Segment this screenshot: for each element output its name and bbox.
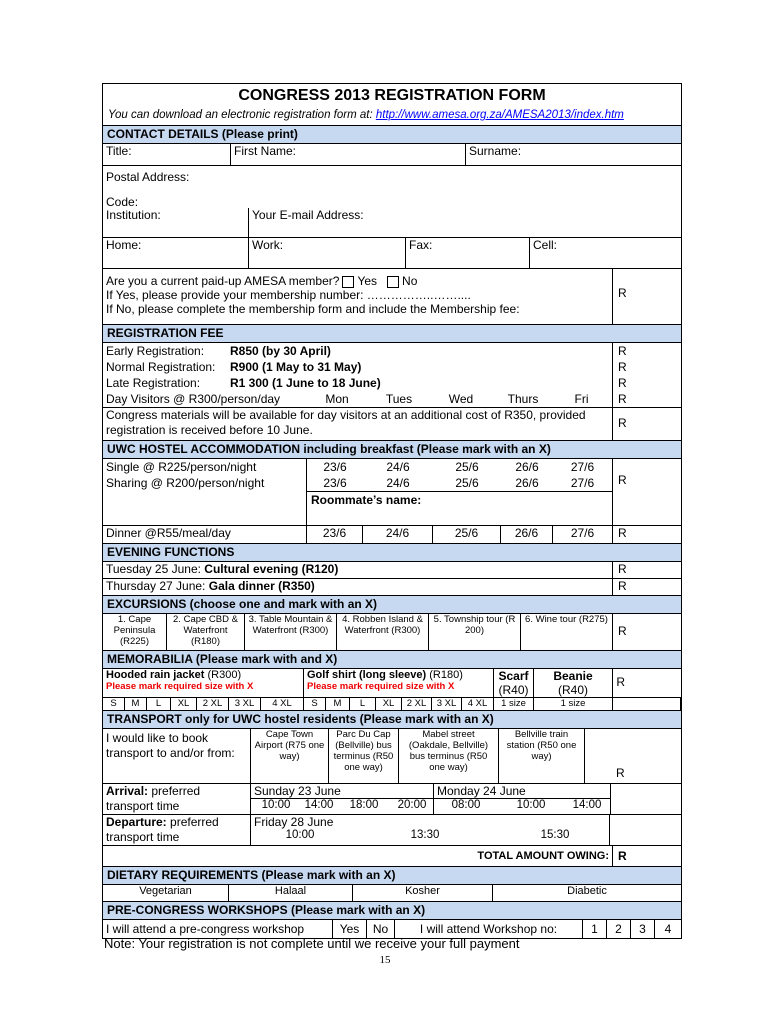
contact-header: CONTACT DETAILS (Please print) [103,125,681,143]
work-phone-field[interactable]: Work: [249,238,406,268]
excursion-5[interactable]: 5. Township tour (R 200) [429,614,521,650]
download-link[interactable]: http://www.amesa.org.za/AMESA2013/index.htm [375,109,624,121]
diet-kosher[interactable]: Kosher [353,885,493,901]
workshop-no[interactable]: No [367,920,395,938]
excursion-4[interactable]: 4. Robben Island & Waterfront (R300) [337,614,429,650]
institution-field[interactable]: Institution: [103,208,249,237]
download-note: You can download an electronic registration form at: http://www.amesa.org.za/AMESA2013/index.htm [108,109,624,121]
diet-vegetarian[interactable]: Vegetarian [103,885,229,901]
diet-halaal[interactable]: Halaal [229,885,353,901]
evening-header: EVENING FUNCTIONS [103,543,681,561]
excursion-6[interactable]: 6. Wine tour (R275) [521,614,613,650]
dietary-header: DIETARY REQUIREMENTS (Please mark with an X) [103,866,681,884]
payment-note: Note: Your registration is not complete until we receive your full payment [104,936,520,951]
excursion-1[interactable]: 1. Cape Peninsula (R225) [103,614,167,650]
day-mon[interactable]: Mon [325,392,349,406]
pickup-parc-du-cap[interactable]: Parc Du Cap (Bellville) bus terminus (R50 one way) [329,729,399,783]
excursion-2[interactable]: 2. Cape CBD & Waterfront (R180) [167,614,245,650]
excursion-3[interactable]: 3. Table Mountain & Waterfront (R300) [245,614,337,650]
surname-field[interactable]: Surname: [469,144,522,158]
member-no-checkbox[interactable] [387,276,399,288]
form-title: CONGRESS 2013 REGISTRATION FORM [238,87,546,104]
cell-field[interactable]: Cell: [533,238,558,252]
member-amount[interactable]: R [618,286,627,300]
hostel-header: UWC HOSTEL ACCOMMODATION including breakfast (Please mark with an X) [103,440,681,458]
excursions-header: EXCURSIONS (choose one and mark with an X) [103,595,681,613]
page-number: 15 [379,954,391,966]
day-tue[interactable]: Tues [385,392,413,406]
materials-note: Congress materials will be available for day visitors at an additional cost of R350, provided registration is received before 10 June. [103,408,613,440]
membership-number-field[interactable]: If Yes, please provide your membership number: ……………..…….... [106,288,471,302]
memorabilia-header: MEMORABILIA (Please mark with and X) [103,650,681,668]
home-phone-field[interactable]: Home: [103,238,249,268]
email-field[interactable]: Your E-mail Address: [252,208,364,222]
day-wed[interactable]: Wed [448,392,474,406]
fax-field[interactable]: Fax: [406,238,530,268]
title-field[interactable]: Title: [103,144,231,165]
pickup-airport[interactable]: Cape Town Airport (R75 one way) [251,729,329,783]
day-thu[interactable]: Thurs [507,392,539,406]
workshop-yes[interactable]: Yes [333,920,367,938]
transport-header: TRANSPORT only for UWC hostel residents (Please mark with an X) [103,710,681,728]
day-fri[interactable]: Fri [574,392,589,406]
fee-header: REGISTRATION FEE [103,324,681,342]
member-yes-checkbox[interactable] [342,276,354,288]
postal-address-field[interactable]: Postal Address: Code: [103,165,681,208]
pickup-train-station[interactable]: Bellville train station (R50 one way) [499,729,585,783]
memorabilia-amount[interactable]: R [616,675,625,689]
total-amount[interactable]: R [618,849,627,863]
workshops-header: PRE-CONGRESS WORKSHOPS (Please mark with an X) [103,901,681,919]
registration-form: CONGRESS 2013 REGISTRATION FORM You can download an electronic registration form at: http://www.amesa.org.za/AMESA2013/index.htm CONTACT DETAILS (Please print) Title: First Name: Surname: Postal Address: Code: Institution: Your E-mail Address: Home: Work: Fax: Cell: Are you a current paid-up AMESA member? Yes No If Yes, please provide your membership number: ……………..…….... If No, please complete the membership form and include the Membership fee: R REGISTRATION FEE Early Registration: R850 (by 30 April) Normal Registration: R900 (1 May to 31 May) Late Registration: R1 300 (1 June to 18 June) Day Visitors @ R300/person/day Mon Tues Wed Thurs Fri R R R R Congress materials will be available for day visitors at an additional cost of R350, provided registration is received before 10 June. R UWC HOSTEL ACCOMMODATION including breakfast (Please mark with an X) Single @ R225/person/night Sharing @ R200/person/night 23/6 24/6 25/6 26/6 27/6 23/6 24/6 25/6 26/6 27/6 Roommate’s name: R Dinner @R55/meal/day 23/6 24/6 25/6 26/6 27/6 R EVENING FUNCTIONS Tuesday 25 June: Cultural evening (R120) R Thursday 27 June: Gala dinner (R350) R EXCURSIONS (choose one and mark with an X) 1. Cape Peninsula (R225) 2. Cape CBD & Waterfront (R180) 3. Table Mountain & Waterfront (R300) 4. Robben Island & Waterfront (R300) 5. Township tour (R 200) 6. Wine tour (R275) R MEMORABILIA (Please mark with and X) Hooded rain jacket (R300) Please mark required size with X Golf shirt (long sleeve) (R180) Please mark required size with X Scarf (R40) Beanie (R40) S M L XL 2 XL 3 XL 4 XL S M L XL 2 XL 3 XL 4 XL 1 size 1 size R TRANSPORT only for UWC hostel residents (Please mark with an X) I would like to book transport to and/or from: Cape Town Airport (R75 one way) Parc Du Cap (Bellville) bus terminus (R50 one way) Mabel street (Oakdale, Bellville) bus terminus (R50 one way) Bellville train station (R50 one way) Arrival: preferred transport time Sunday 23 June 10:00 14:00 18:00 20:00 Monday 24 June 08:00 10:00 14:00 R Departure: preferred transport time Friday 28 June 10:00 13:30 15:30 TOTAL AMOUNT OWING: R DIETARY REQUIREMENTS (Please mark with an X) Vegetarian Halaal Kosher Diabetic PRE-CONGRESS WORKSHOPS (Please mark with an X) I will attend a pre-congress workshop Yes No I will attend Workshop no: 1 2 3 4 [102,83,682,939]
first-name-field[interactable]: First Name: [231,144,466,165]
pickup-mabel-street[interactable]: Mabel street (Oakdale, Bellville) bus terminus (R50 one way) [399,729,499,783]
roommate-field[interactable]: Roommate’s name: [307,491,612,508]
diet-diabetic[interactable]: Diabetic [567,885,607,897]
